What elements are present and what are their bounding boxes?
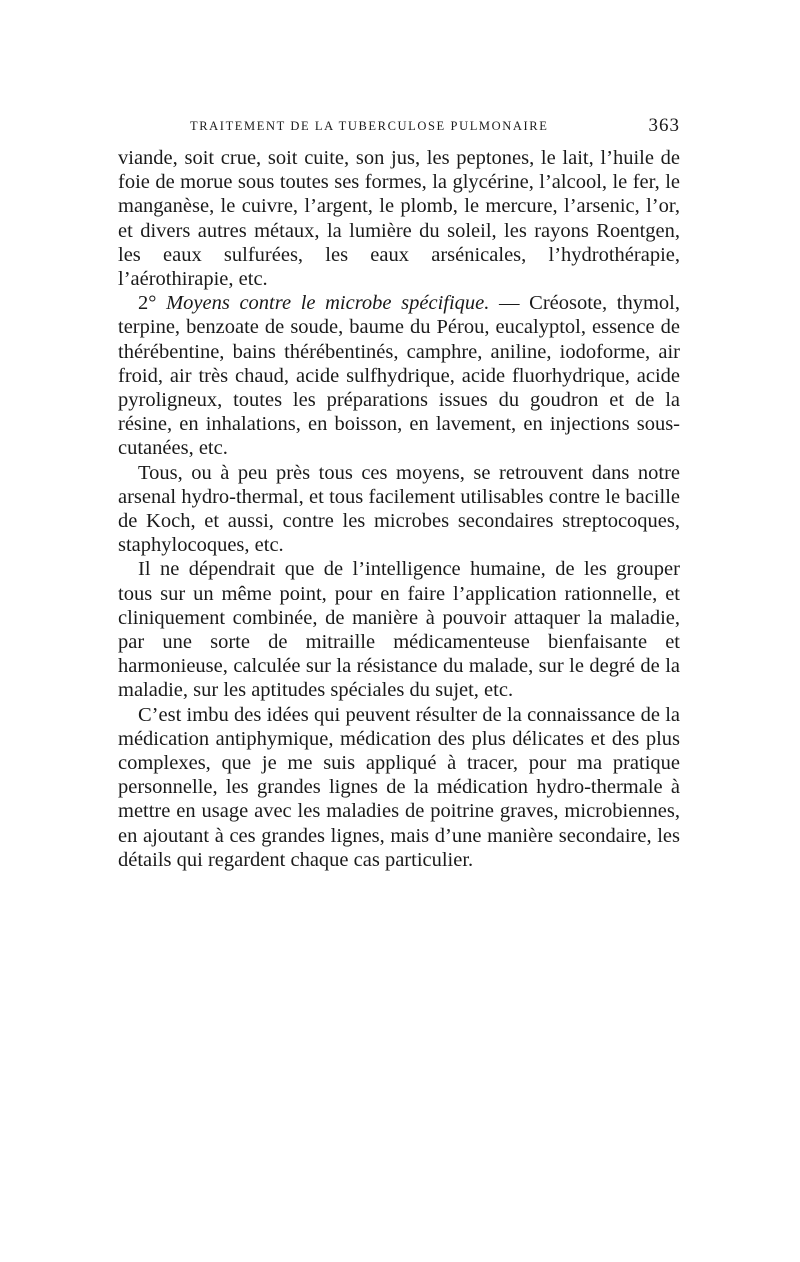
paragraph-1 [118,146,680,291]
paragraph-3 [118,461,680,558]
paragraph-4-text: Il ne dépendrait que de l’intelligence humaine, de les grouper tous sur un même point, pour en faire l’application rationnelle, et cliniquement combinée, de manière à pouvoir attaquer la maladie, par une sorte de mitraille médicamenteuse bienfaisante et harmonieuse, calculée sur la résistance du malade, sur le degré de la maladie, sur les aptitudes spéciales du sujet, etc. [118,558,680,702]
running-head [190,115,680,139]
paragraph-3-text: Tous, ou à peu près tous ces moyens, se retrouvent dans notre arsenal hydro-thermal, et tous facilement utilisables contre le bacille de Koch, et aussi, contre les microbes secondaires streptocoques, staphylocoques, etc. [118,461,680,557]
paragraph-2-heading: Moyens contre le microbe spécifique. [166,292,490,315]
running-title: TRAITEMENT DE LA TUBERCULOSE PULMONAIRE [190,119,549,133]
page-number: 363 [648,115,680,136]
body-text [118,146,680,872]
paragraph-1-text: viande, soit crue, soit cuite, son jus, les peptones, le lait, l’huile de foie de morue sous toutes ses formes, la glycérine, l’alcool, le fer, le manganèse, le cuivre, l’argent, le plomb, le mercure, l’arsenic, l’or, et divers autres métaux, la lumière du soleil, les rayons Roentgen, les eaux sulfurées, les eaux arsénicales, l’hydrothérapie, l’aérothirapie, etc. [118,147,680,291]
paragraph-5-text: C’est imbu des idées qui peuvent résulter de la connaissance de la médication antiphymique, médication des plus délicates et des plus complexes, que je me suis appliqué à tracer, pour ma pratique personnelle, les grandes lignes de la médication hydro-thermale à mettre en usage avec les maladies de poitrine graves, microbiennes, en ajoutant à ces grandes lignes, mais d’une manière secondaire, les détails qui regardent chaque cas particulier. [118,703,680,871]
paragraph-2-number: 2° [138,292,167,315]
paragraph-2 [118,291,680,460]
paragraph-2-text: — Créosote, thymol, terpine, benzoate de soude, baume du Pérou, eucalyptol, essence de thérébentine, bains thérébentinés, camphre, aniline, iodoforme, air froid, air très chaud, acide sulfhydrique, acide fluorhydrique, acide pyroligneux, toutes les préparations issues du goudron et de la résine, en inhalations, en boisson, en lavement, en injections sous-cutanées, etc. [118,292,680,460]
paragraph-4 [118,557,680,702]
paragraph-5 [118,703,680,872]
